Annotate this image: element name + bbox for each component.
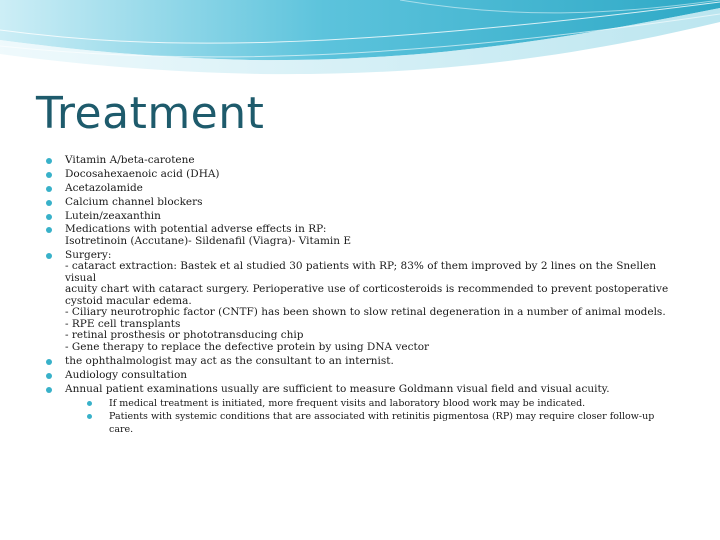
list-item-text: Annual patient examinations usually are sufficient to measure Goldmann visual field and visual acuity. [65, 382, 610, 395]
treatment-list [46, 155, 676, 438]
list-item-text: Acetazolamide [65, 181, 143, 194]
bullet-icon [46, 227, 52, 233]
list-item-text: Vitamin A/beta-carotene [65, 154, 195, 166]
list-item-text: - Ciliary neurotrophic factor (CNTF) has been shown to slow retinal degeneration in a number of animal models. [65, 306, 666, 319]
bullet-icon [46, 172, 52, 178]
bullet-icon [46, 214, 52, 220]
list-item [46, 250, 676, 354]
list-item [46, 356, 676, 368]
bullet-icon [46, 387, 52, 393]
list-item [46, 197, 676, 209]
sub-list-item-text: If medical treatment is initiated, more frequent visits and laboratory blood work may be indicated. [109, 398, 586, 410]
list-item [46, 384, 676, 437]
list-item-text: acuity chart with cataract surgery. Perioperative use of corticosteroids is recommended to prevent postoperative [65, 283, 669, 296]
list-item [46, 211, 676, 223]
bullet-icon [46, 359, 52, 365]
list-item-text: Lutein/zeaxanthin [65, 209, 161, 222]
bullet-icon [46, 186, 52, 192]
list-item [46, 370, 676, 382]
list-item-text: Isotretinoin (Accutane)- Sildenafil (Viagra)- Vitamin E [65, 234, 352, 247]
bullet-icon [46, 373, 52, 379]
list-item-text: the ophthalmologist may act as the consultant to an internist. [65, 354, 394, 367]
list-item-text: Medications with potential adverse effects in RP: [65, 223, 327, 236]
bullet-icon [87, 401, 92, 406]
list-item-text: Surgery: [65, 248, 112, 261]
slide-title: Treatment [36, 88, 265, 139]
list-item-text: - Gene therapy to replace the defective protein by using DNA vector [65, 340, 430, 353]
bullet-icon [87, 414, 92, 419]
sub-list-item [87, 410, 676, 436]
sub-list-item [87, 397, 676, 410]
list-item [46, 169, 676, 181]
header-wave-decoration [0, 0, 720, 90]
list-item [46, 183, 676, 195]
list-item [46, 155, 676, 167]
sub-list [65, 397, 676, 436]
list-item-text: - cataract extraction: Bastek et al studied 30 patients with RP; 83% of them improved by 2 lines on the Snellen visual [65, 260, 657, 284]
list-item-text: Audiology consultation [65, 368, 188, 381]
list-item-text: cystoid macular edema. [65, 294, 192, 307]
list-item-text: - RPE cell transplants [65, 317, 181, 330]
bullet-icon [46, 158, 52, 164]
list-item-text: Calcium channel blockers [65, 195, 203, 208]
list-item-text: - retinal prosthesis or phototransducing chip [65, 329, 304, 342]
bullet-icon [46, 200, 52, 206]
list-item [46, 224, 676, 247]
bullet-icon [46, 253, 52, 259]
list-item-text: Docosahexaenoic acid (DHA) [65, 167, 220, 180]
sub-list-item-text: Patients with systemic conditions that are associated with retinitis pigmentosa (RP) may require closer follow-up care. [109, 411, 655, 436]
